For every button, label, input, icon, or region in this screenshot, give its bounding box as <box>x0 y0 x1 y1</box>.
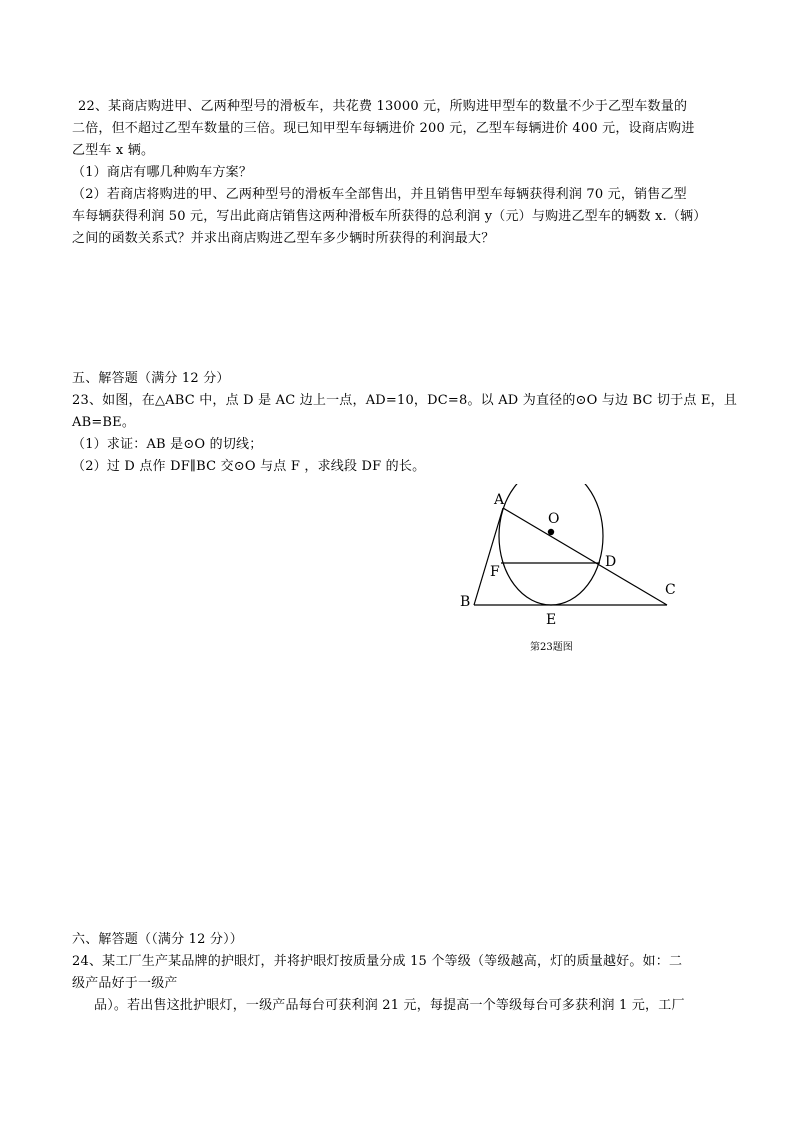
section-5-heading: 五、解答题（满分 12 分） <box>72 371 230 386</box>
label-a: A <box>494 492 505 508</box>
q23-part-2: （2）过 D 点作 DF∥BC 交⊙O 与点 F ，求线段 DF 的长。 <box>72 459 426 474</box>
label-d: D <box>605 554 617 570</box>
q23-line-1: 23、如图，在△ABC 中，点 D 是 AC 边上一点，AD=10，DC=8。以 AD 为直径的⊙O 与边 BC 切于点 E，且 <box>72 393 738 408</box>
figure-caption: 第23题图 <box>530 642 573 653</box>
q22-part-2-line-3: 之间的函数关系式？并求出商店购进乙型车多少辆时所获得的利润最大？ <box>72 231 495 246</box>
label-b: B <box>460 594 471 610</box>
q22-line-2: 二倍，但不超过乙型车数量的三倍。现已知甲型车每辆进价 200 元，乙型车每辆进价 400 元，设商店购进 <box>72 121 695 136</box>
label-o: O <box>548 511 560 527</box>
label-e: E <box>546 612 557 628</box>
q22-line-1: 22、某商店购进甲、乙两种型号的滑板车，共花费 13000 元，所购进甲型车的数量不少于乙型车数量的 <box>78 99 688 114</box>
circle-o <box>499 484 603 605</box>
q22-part-1: （1）商店有哪几种购车方案？ <box>72 165 253 180</box>
section-6-heading: 六、解答题（（满分 12 分）） <box>72 932 244 947</box>
segment-ab <box>474 508 503 605</box>
q24-line-2: 级产品好于一级产 <box>72 976 178 991</box>
label-f: F <box>490 564 500 580</box>
q22-part-2-line-1: （2）若商店将购进的甲、乙两种型号的滑板车全部售出，并且销售甲型车每辆获得利润 70 元，销售乙型 <box>72 187 687 202</box>
q23-line-2: AB=BE。 <box>72 415 136 430</box>
q22-line-3: 乙型车 x 辆。 <box>72 143 155 158</box>
q23-geometry-figure <box>450 484 690 664</box>
center-point-o <box>548 529 554 535</box>
label-c: C <box>665 582 676 598</box>
q22-part-2-line-2: 车每辆获得利润 50 元，写出此商店销售这两种滑板车所获得的总利润 y（元）与购进乙型车的辆数 x.（辆） <box>72 209 707 224</box>
q23-part-1: （1）求证：AB 是⊙O 的切线； <box>72 437 263 452</box>
segment-ac <box>503 508 667 605</box>
q24-line-3: 品）。若出售这批护眼灯，一级产品每台可获利润 21 元，每提高一个等级每台可多获利润 1 元，工厂 <box>94 998 685 1013</box>
q24-line-1: 24、某工厂生产某品牌的护眼灯，并将护眼灯按质量分成 15 个等级（等级越高，灯的质量越好。如：二 <box>72 954 683 969</box>
